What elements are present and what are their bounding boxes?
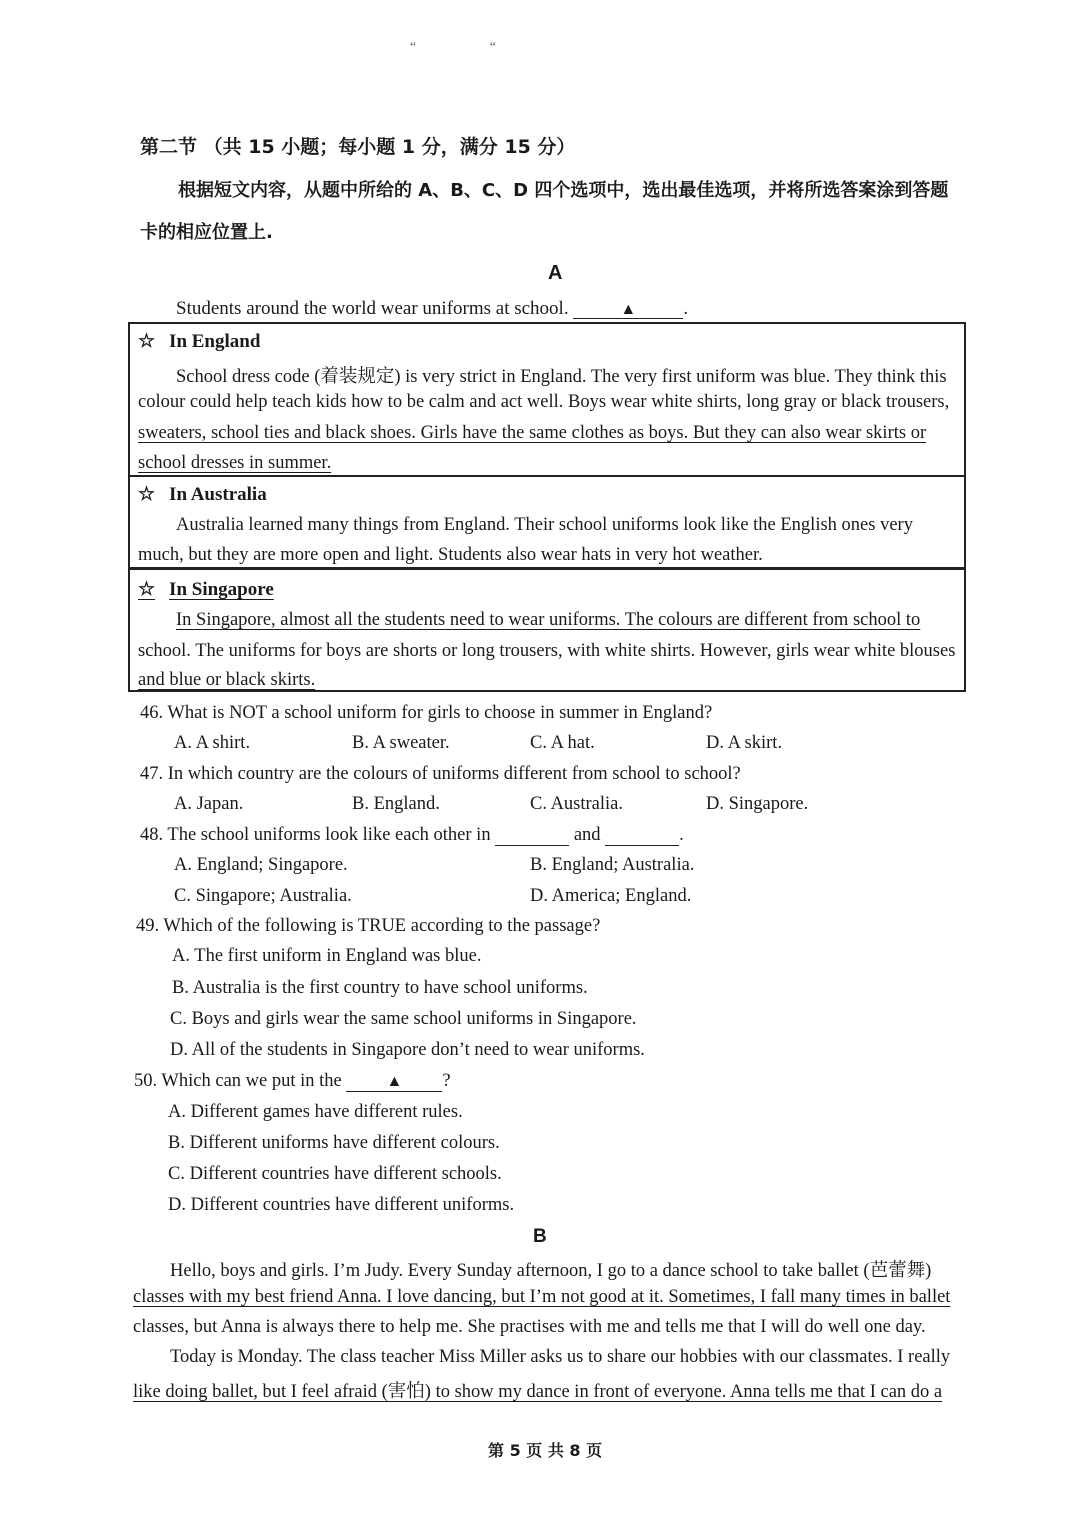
england-line-2: colour could help teach kids how to be calm and act well. Boys wear white shirts, long gray or black trousers, (138, 392, 950, 412)
star-icon: ☆ (138, 331, 156, 352)
england-title: ☆ In England (138, 331, 261, 352)
q50-option-d[interactable]: D. Different countries have different uniforms. (168, 1195, 515, 1215)
q47-option-b[interactable]: B. England. (352, 794, 440, 814)
instruction-line-2: 卡的相应位置上. (140, 222, 273, 243)
page-number: 第 5 页 共 8 页 (488, 1441, 603, 1460)
instruction-line-1: 根据短文内容，从题中所给的 A、B、C、D 四个选项中，选出最佳选项，并将所选答案涂到答题 (178, 180, 949, 201)
q48-option-c[interactable]: C. Singapore; Australia. (174, 886, 352, 906)
england-box (128, 322, 966, 477)
question-46: 46. What is NOT a school uniform for girls to choose in summer in England? (140, 703, 713, 723)
australia-line-1: Australia learned many things from England. Their school uniforms look like the English ones very (176, 515, 913, 535)
singapore-title: ☆ In Singapore (138, 579, 274, 600)
australia-line-2: much, but they are more open and light. Students also wear hats in very hot weather. (138, 545, 763, 565)
passage-a-label: A (548, 262, 563, 284)
passage-b-label: B (533, 1226, 547, 1247)
passage-b-line-3: classes, but Anna is always there to help me. She practises with me and tells me that I will do well one day. (133, 1317, 926, 1337)
q46-option-c[interactable]: C. A hat. (530, 733, 595, 753)
q50-option-b[interactable]: B. Different uniforms have different colours. (168, 1133, 500, 1153)
q46-option-a[interactable]: A. A shirt. (174, 733, 251, 753)
q46-option-b[interactable]: B. A sweater. (352, 733, 450, 753)
singapore-line-2: school. The uniforms for boys are shorts or long trousers, with white shirts. However, girls wear white blouses (138, 641, 956, 661)
question-48: 48. The school uniforms look like each other in and . (140, 825, 684, 845)
australia-box (128, 477, 966, 569)
q49-option-b[interactable]: B. Australia is the first country to have school uniforms. (172, 978, 588, 998)
q46-option-d[interactable]: D. A skirt. (706, 733, 783, 753)
intro-text: Students around the world wear uniforms at school. (176, 298, 569, 319)
passage-b-line-5: like doing ballet, but I feel afraid (害怕) to show my dance in front of everyone. Anna tells me that I can do a (133, 1382, 943, 1402)
england-line-3: sweaters, school ties and black shoes. Girls have the same clothes as boys. But they can also wear skirts or (138, 423, 927, 443)
star-icon: ☆ (138, 579, 156, 600)
q48-option-a[interactable]: A. England; Singapore. (174, 855, 348, 875)
quote-marks: “ “ (410, 40, 496, 55)
england-line-1: School dress code (着装规定) is very strict in England. The very first uniform was blue. They think this (176, 367, 947, 387)
passage-b-line-1: Hello, boys and girls. I’m Judy. Every Sunday afternoon, I go to a dance school to take ballet (芭蕾舞) (170, 1261, 932, 1281)
answer-blank (346, 1072, 442, 1092)
section-title: 第二节 （共 15 小题；每小题 1 分，满分 15 分） (140, 136, 576, 158)
q49-option-c[interactable]: C. Boys and girls wear the same school uniforms in Singapore. (170, 1009, 637, 1029)
q47-option-d[interactable]: D. Singapore. (706, 794, 809, 814)
q48-option-b[interactable]: B. England; Australia. (530, 855, 695, 875)
q50-option-a[interactable]: A. Different games have different rules. (168, 1102, 463, 1122)
answer-blank (495, 826, 569, 846)
triangle-marker: ▲ (620, 301, 637, 318)
intro-end: . (683, 298, 689, 319)
q50-option-c[interactable]: C. Different countries have different schools. (168, 1164, 502, 1184)
q48-option-d[interactable]: D. America; England. (530, 886, 692, 906)
question-47: 47. In which country are the colours of uniforms different from school to school? (140, 764, 741, 784)
q47-option-c[interactable]: C. Australia. (530, 794, 624, 814)
triangle-marker: ▲ (386, 1073, 403, 1090)
question-49: 49. Which of the following is TRUE according to the passage? (136, 916, 601, 936)
star-icon: ☆ (138, 484, 156, 505)
passage-b-line-4: Today is Monday. The class teacher Miss Miller asks us to share our hobbies with our classmates. I really (170, 1347, 951, 1367)
passage-a-intro (176, 298, 688, 320)
singapore-box (128, 568, 966, 692)
passage-b-line-2: classes with my best friend Anna. I love dancing, but I’m not good at it. Sometimes, I fall many times in ballet (133, 1287, 951, 1307)
england-line-4: school dresses in summer. (138, 453, 332, 473)
q49-option-a[interactable]: A. The first uniform in England was blue. (172, 946, 482, 966)
answer-blank (605, 826, 679, 846)
question-50: 50. Which can we put in the ▲ ? (134, 1071, 451, 1091)
singapore-line-1: In Singapore, almost all the students need to wear uniforms. The colours are different from school to (176, 610, 921, 630)
q49-option-d[interactable]: D. All of the students in Singapore don’t need to wear uniforms. (170, 1040, 645, 1060)
answer-blank (573, 299, 683, 319)
australia-title: ☆ In Australia (138, 484, 267, 505)
q47-option-a[interactable]: A. Japan. (174, 794, 244, 814)
singapore-line-3: and blue or black skirts. (138, 670, 316, 690)
